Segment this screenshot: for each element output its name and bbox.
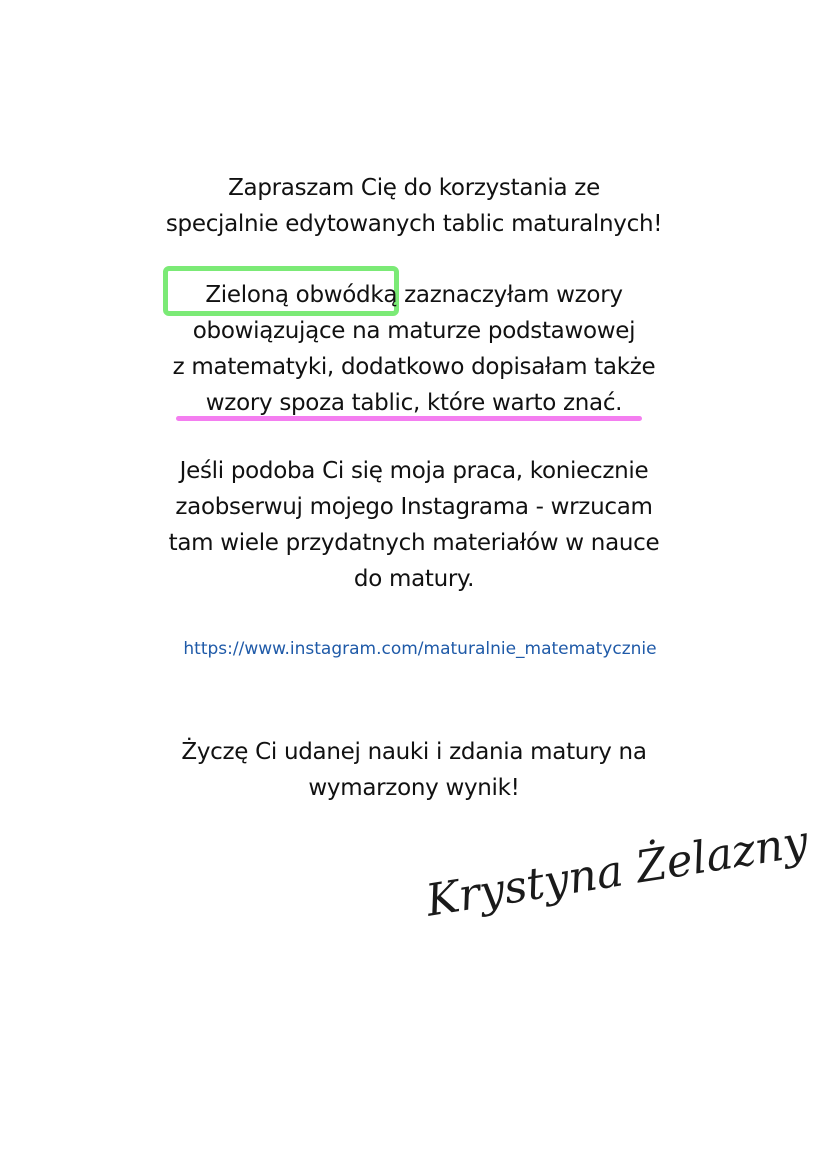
legend-line-3: z matematyki, dodatkowo dopisałam także — [172, 354, 656, 380]
legend-line-2: obowiązujące na maturze podstawowej — [192, 318, 636, 344]
handwritten-signature — [415, 808, 812, 928]
social-line-3: tam wiele przydatnych materiałów w nauce — [168, 530, 660, 556]
wish-line-1: Życzę Ci udanej nauki i zdania matury na — [181, 739, 647, 765]
pink-underline-highlight — [176, 416, 642, 421]
green-highlight-text: Zieloną obwódką — [205, 282, 398, 308]
legend-line-1-rest: zaznaczyłam wzory — [397, 282, 623, 308]
legend-line-4: wzory spoza tablic, które warto znać. — [205, 390, 623, 416]
intro-paragraph — [0, 170, 828, 242]
intro-line-2: specjalnie edytowanych tablic maturalnych! — [165, 211, 663, 237]
social-paragraph — [0, 453, 828, 597]
legend-line-1 — [0, 277, 828, 313]
social-line-1: Jeśli podoba Ci się moja praca, koniecznie — [179, 458, 649, 484]
social-line-4: do matury. — [353, 566, 475, 592]
instagram-link[interactable]: https://www.instagram.com/maturalnie_matematycznie — [183, 639, 657, 659]
wish-paragraph — [0, 734, 828, 806]
signature-graphic — [415, 808, 812, 928]
intro-line-1: Zapraszam Cię do korzystania ze — [228, 175, 600, 201]
legend-paragraph — [0, 277, 828, 421]
signature-text: Krystyna Żelazny — [422, 816, 812, 927]
social-line-2: zaobserwuj mojego Instagrama - wrzucam — [175, 494, 653, 520]
wish-line-2: wymarzony wynik! — [308, 775, 520, 801]
